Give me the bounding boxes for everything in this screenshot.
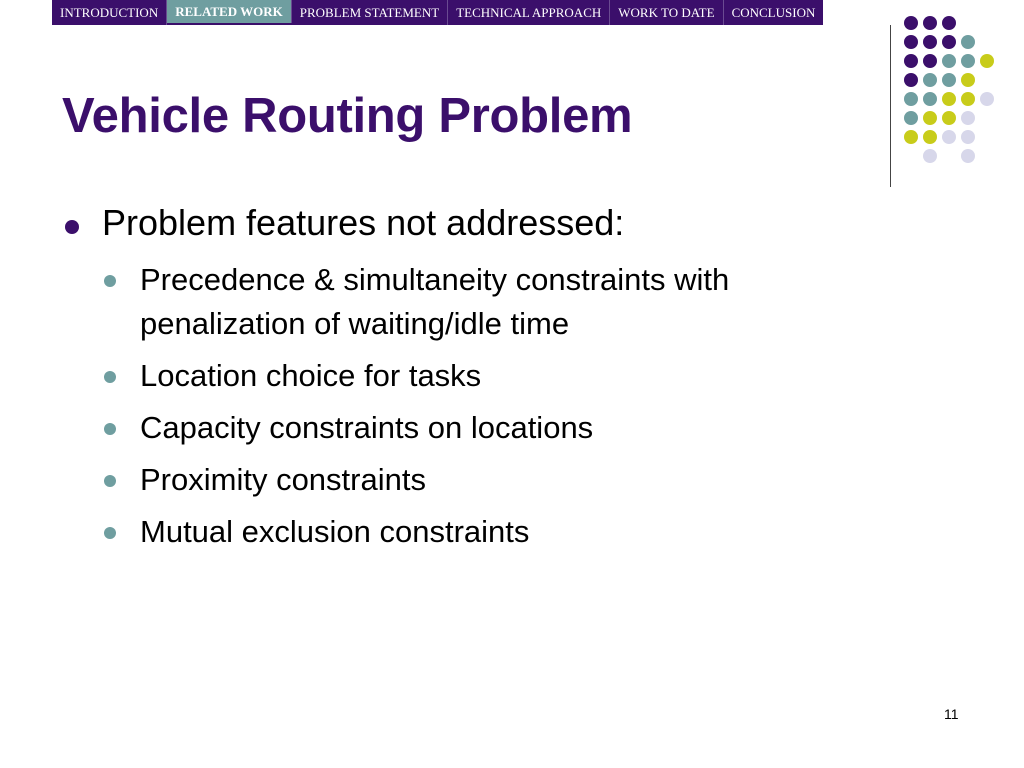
decor-dot bbox=[961, 149, 975, 163]
header-divider bbox=[890, 25, 891, 187]
decor-dot bbox=[942, 73, 956, 87]
bullet-dot-icon bbox=[104, 423, 116, 435]
decor-dot bbox=[961, 130, 975, 144]
decor-dot bbox=[923, 130, 937, 144]
decor-dot bbox=[923, 35, 937, 49]
bullet-dot-icon bbox=[65, 220, 79, 234]
decor-dot bbox=[961, 54, 975, 68]
decor-dot bbox=[961, 92, 975, 106]
bullet-item bbox=[62, 202, 882, 244]
decor-dot bbox=[904, 130, 918, 144]
decor-dot bbox=[923, 16, 937, 30]
decor-dot bbox=[942, 16, 956, 30]
bullet-dot-icon bbox=[104, 275, 116, 287]
decor-dot bbox=[961, 35, 975, 49]
sub-bullet-item bbox=[62, 458, 882, 502]
decor-dot bbox=[923, 54, 937, 68]
sub-bullet-text: Proximity constraints bbox=[140, 462, 426, 497]
decor-dot bbox=[942, 54, 956, 68]
decor-dot bbox=[904, 54, 918, 68]
decor-dot bbox=[980, 54, 994, 68]
section-nav bbox=[52, 0, 823, 25]
bullet-dot-icon bbox=[104, 527, 116, 539]
page-number: 11 bbox=[944, 706, 959, 722]
decor-dot bbox=[942, 92, 956, 106]
bullet-dot-icon bbox=[104, 475, 116, 487]
decor-dot bbox=[923, 92, 937, 106]
tab-technical-approach[interactable]: TECHNICAL APPROACH bbox=[448, 0, 610, 25]
bullet-dot-icon bbox=[104, 371, 116, 383]
decor-dot bbox=[904, 16, 918, 30]
decor-dot bbox=[904, 73, 918, 87]
sub-bullet-item bbox=[62, 510, 882, 554]
bullet-text: Problem features not addressed: bbox=[102, 202, 625, 243]
decor-dot bbox=[923, 73, 937, 87]
decor-dot bbox=[904, 111, 918, 125]
sub-bullet-item bbox=[62, 354, 882, 398]
decor-dot bbox=[942, 130, 956, 144]
decor-dot bbox=[961, 111, 975, 125]
decor-dot bbox=[942, 111, 956, 125]
bullet-list bbox=[62, 202, 882, 562]
tab-problem-statement[interactable]: PROBLEM STATEMENT bbox=[292, 0, 448, 25]
sub-bullet-item bbox=[62, 258, 882, 346]
tab-conclusion[interactable]: CONCLUSION bbox=[731, 5, 816, 20]
decor-dot bbox=[942, 35, 956, 49]
sub-bullet-text: Capacity constraints on locations bbox=[140, 410, 594, 445]
decor-dot bbox=[961, 73, 975, 87]
slide-title: Vehicle Routing Problem bbox=[62, 89, 633, 143]
sub-bullet-text: Location choice for tasks bbox=[140, 358, 482, 393]
sub-bullet-text: Precedence & simultaneity constraints with penalization of waiting/idle time bbox=[140, 262, 730, 341]
decor-dot bbox=[904, 35, 918, 49]
tab-related-work[interactable]: RELATED WORK bbox=[167, 0, 292, 23]
decor-dot bbox=[923, 111, 937, 125]
tab-work-to-date[interactable]: WORK TO DATE bbox=[610, 0, 723, 25]
decor-dot bbox=[904, 92, 918, 106]
tab-introduction[interactable]: INTRODUCTION bbox=[52, 0, 167, 25]
decor-dot bbox=[980, 92, 994, 106]
sub-bullet-item bbox=[62, 406, 882, 450]
decor-dot bbox=[923, 149, 937, 163]
sub-bullet-text: Mutual exclusion constraints bbox=[140, 514, 530, 549]
